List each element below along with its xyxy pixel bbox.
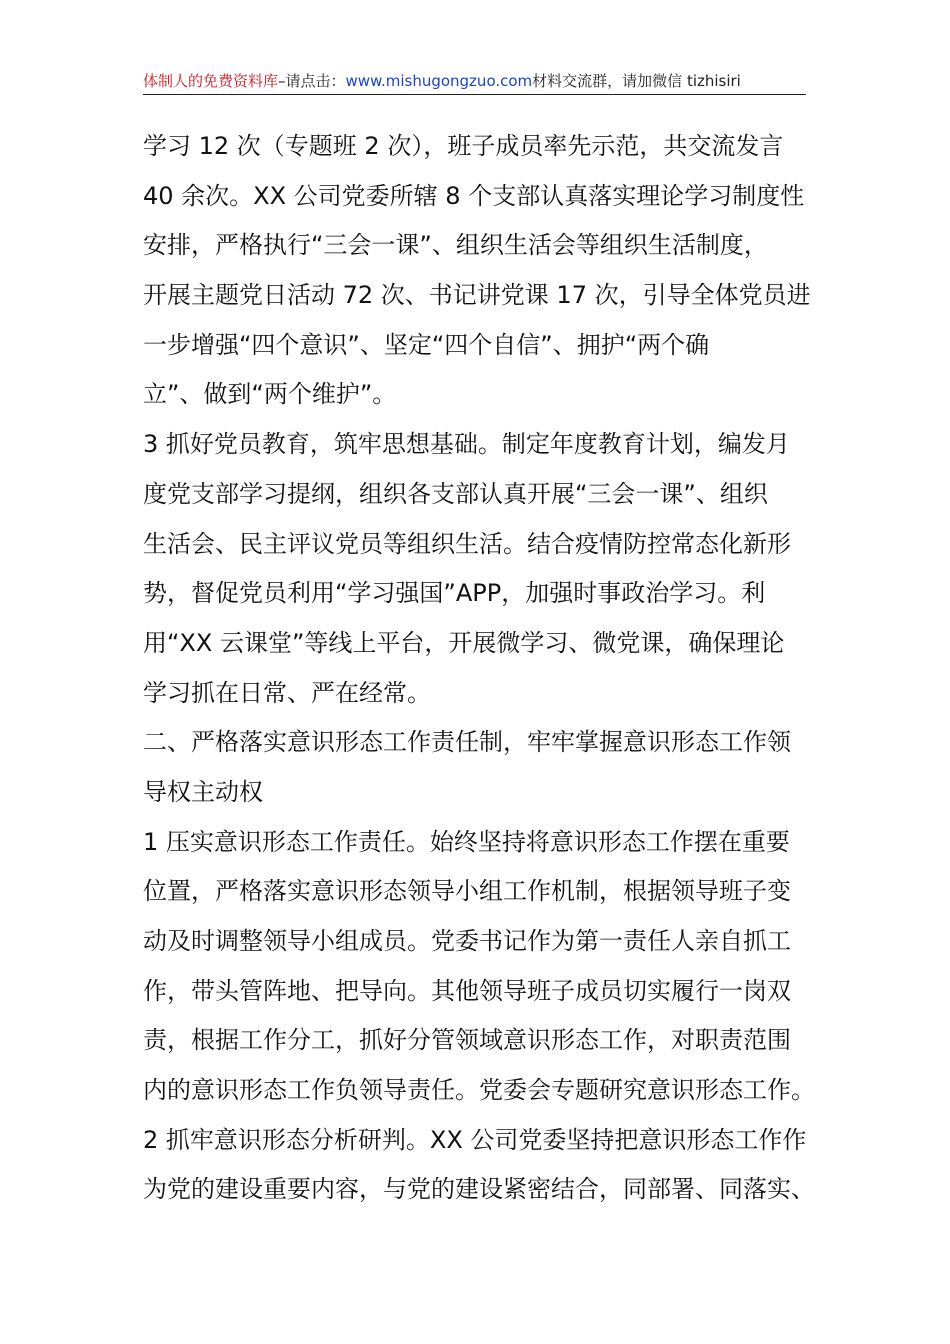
header-brand: 体制人的免费资料库 — [143, 72, 279, 90]
header-prompt: –请点击： — [278, 72, 346, 90]
header-contact-text: 材料交流群，请加微信 tizhisiri — [532, 72, 741, 90]
text-line: 立”、做到“两个维护”。 — [143, 380, 397, 409]
section-heading-line: 二、严格落实意识形态工作责任制，牢牢掌握意识形态工作领 — [143, 728, 791, 757]
text-line: 开展主题党日活动 72 次、书记讲党课 17 次，引导全体党员进 — [143, 281, 811, 310]
text-line: 位置，严格落实意识形态领导小组工作机制，根据领导班子变 — [143, 877, 791, 906]
document-body — [143, 122, 813, 1215]
text-line: 学习抓在日常、严在经常。 — [143, 678, 431, 707]
text-line: 安排，严格执行“三会一课”、组织生活会等组织生活制度， — [143, 231, 768, 260]
section-1-heading-line: 1 压实意识形态工作责任。始终坚持将意识形态工作摆在重要 — [143, 827, 790, 856]
section-2-heading-line: 2 抓牢意识形态分析研判。XX 公司党委坚持把意识形态工作作 — [143, 1125, 807, 1154]
text-line: 势，督促党员利用“学习强国”APP，加强时事政治学习。利 — [143, 579, 766, 608]
text-line: 生活会、民主评议党员等组织生活。结合疫情防控常态化新形 — [143, 529, 791, 558]
text-line: 40 余次。XX 公司党委所辖 8 个支部认真落实理论学习制度性 — [143, 181, 805, 210]
text-line: 用“XX 云课堂”等线上平台，开展微学习、微党课，确保理论 — [143, 628, 785, 657]
text-line: 一步增强“四个意识”、坚定“四个自信”、拥护“两个确 — [143, 330, 710, 359]
text-line: 学习 12 次（专题班 2 次），班子成员率先示范，共交流发言 — [143, 132, 784, 160]
document-header — [143, 70, 806, 95]
text-line: 动及时调整领导小组成员。党委书记作为第一责任人亲自抓工 — [143, 927, 791, 955]
text-line: 度党支部学习提纲，组织各支部认真开展“三会一课”、组织 — [143, 479, 768, 508]
header-website-link[interactable]: www.mishugongzuo.com — [345, 72, 533, 90]
section-3-heading-line: 3 抓好党员教育，筑牢思想基础。制定年度教育计划，编发月 — [143, 430, 790, 459]
section-heading-line: 导权主动权 — [143, 777, 263, 806]
text-line: 责，根据工作分工，抓好分管领域意识形态工作，对职责范围 — [143, 1026, 791, 1055]
text-line: 内的意识形态工作负领导责任。党委会专题研究意识形态工作。 — [143, 1076, 815, 1105]
text-line: 作，带头管阵地、把导向。其他领导班子成员切实履行一岗双 — [143, 976, 791, 1005]
text-line: 为党的建设重要内容，与党的建设紧密结合，同部署、同落实、 — [143, 1175, 815, 1204]
